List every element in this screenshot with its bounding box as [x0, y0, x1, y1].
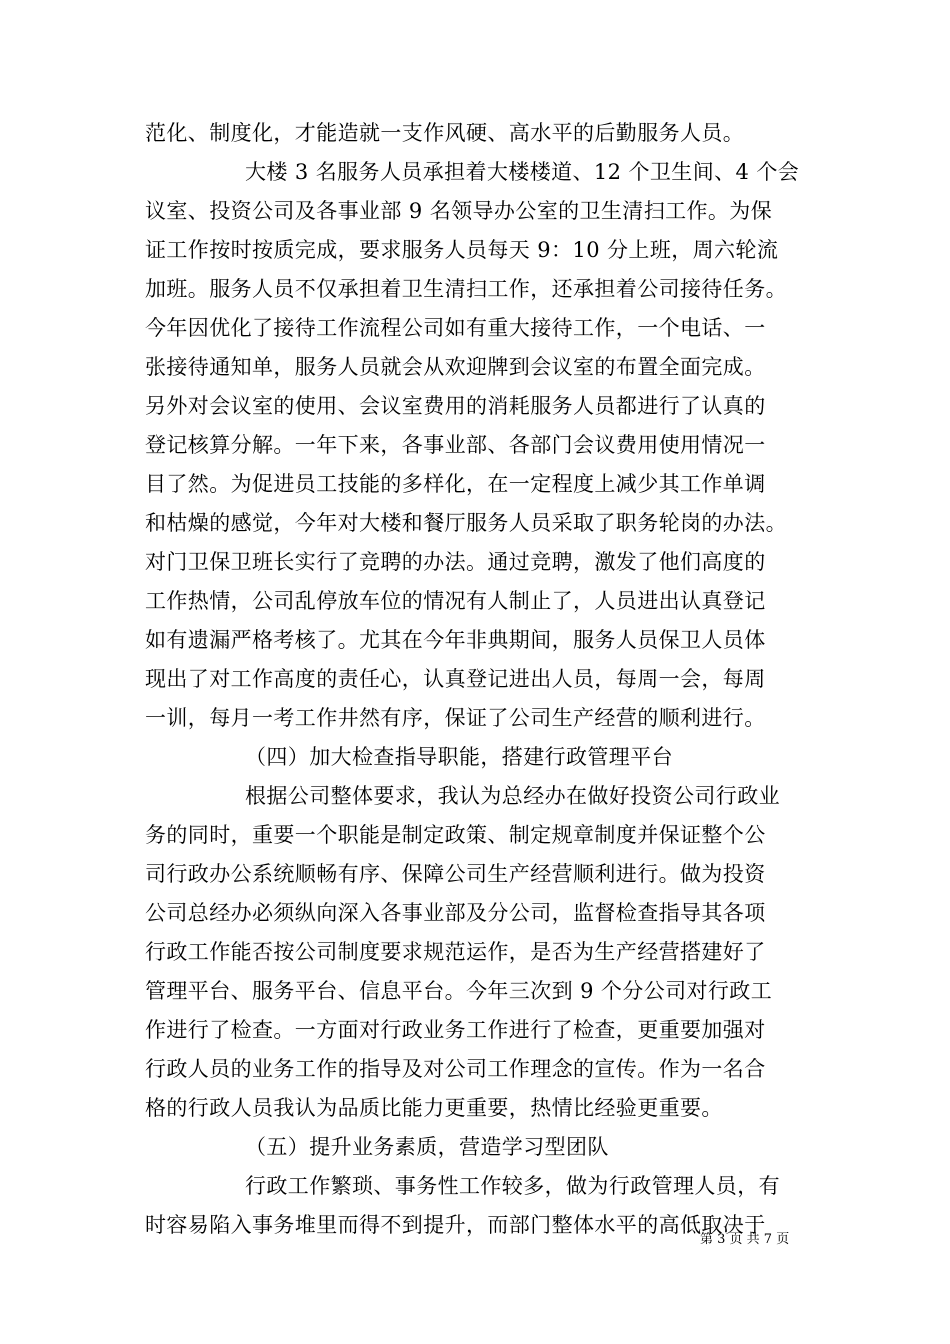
text-line: 范化、制度化，才能造就一支作风硬、高水平的后勤服务人员。	[145, 121, 745, 145]
text-line: 行政工作繁琐、事务性工作较多，做为行政管理人员，有	[245, 1174, 780, 1198]
text-line: 目了然。为促进员工技能的多样化，在一定程度上减少其工作单调	[145, 472, 766, 496]
text-line: 一训，每月一考工作井然有序，保证了公司生产经营的顺利进行。	[145, 706, 766, 730]
text-line: 司行政办公系统顺畅有序、保障公司生产经营顺利进行。做为投资	[145, 862, 766, 886]
text-line: 另外对会议室的使用、会议室费用的消耗服务人员都进行了认真的	[145, 394, 766, 418]
text-line: 证工作按时按质完成，要求服务人员每天 9：10 分上班，周六轮流	[145, 238, 779, 262]
text-line: 加班。服务人员不仅承担着卫生清扫工作，还承担着公司接待任务。	[145, 277, 787, 301]
text-line: 如有遗漏严格考核了。尤其在今年非典期间，服务人员保卫人员体	[145, 628, 766, 652]
text-line: 根据公司整体要求，我认为总经办在做好投资公司行政业	[245, 784, 780, 808]
text-line: 时容易陷入事务堆里而得不到提升，而部门整体水平的高低取决于	[145, 1213, 766, 1237]
text-line: 作进行了检查。一方面对行政业务工作进行了检查，更重要加强对	[145, 1018, 766, 1042]
text-line: 现出了对工作高度的责任心，认真登记进出人员，每周一会，每周	[145, 667, 766, 691]
text-line: 工作热情，公司乱停放车位的情况有人制止了，人员进出认真登记	[145, 589, 766, 613]
text-line: 对门卫保卫班长实行了竞聘的办法。通过竞聘，激发了他们高度的	[145, 550, 766, 574]
text-line: 行政工作能否按公司制度要求规范运作，是否为生产经营搭建好了	[145, 940, 766, 964]
text-line: 管理平台、服务平台、信息平台。今年三次到 9 个分公司对行政工	[145, 979, 773, 1003]
text-line: 议室、投资公司及各事业部 9 名领导办公室的卫生清扫工作。为保	[145, 199, 773, 223]
text-line: 登记核算分解。一年下来，各事业部、各部门会议费用使用情况一	[145, 433, 766, 457]
text-line: 张接待通知单，服务人员就会从欢迎牌到会议室的布置全面完成。	[145, 355, 766, 379]
text-line: 今年因优化了接待工作流程公司如有重大接待工作，一个电话、一	[145, 316, 766, 340]
text-line: 行政人员的业务工作的指导及对公司工作理念的宣传。作为一名合	[145, 1057, 766, 1081]
text-line: 务的同时，重要一个职能是制定政策、制定规章制度并保证整个公	[145, 823, 766, 847]
text-line: 公司总经办必须纵向深入各事业部及分公司，监督检查指导其各项	[145, 901, 766, 925]
text-line: 格的行政人员我认为品质比能力更重要，热情比经验更重要。	[145, 1096, 723, 1120]
section-heading: （四）加大检查指导职能，搭建行政管理平台	[245, 745, 673, 769]
text-line: 和枯燥的感觉，今年对大楼和餐厅服务人员采取了职务轮岗的办法。	[145, 511, 787, 535]
text-line: 大楼 3 名服务人员承担着大楼楼道、12 个卫生间、4 个会	[245, 160, 800, 184]
section-heading: （五）提升业务素质，营造学习型团队	[245, 1135, 609, 1159]
page-number: 第 3 页 共 7 页	[700, 1232, 790, 1247]
